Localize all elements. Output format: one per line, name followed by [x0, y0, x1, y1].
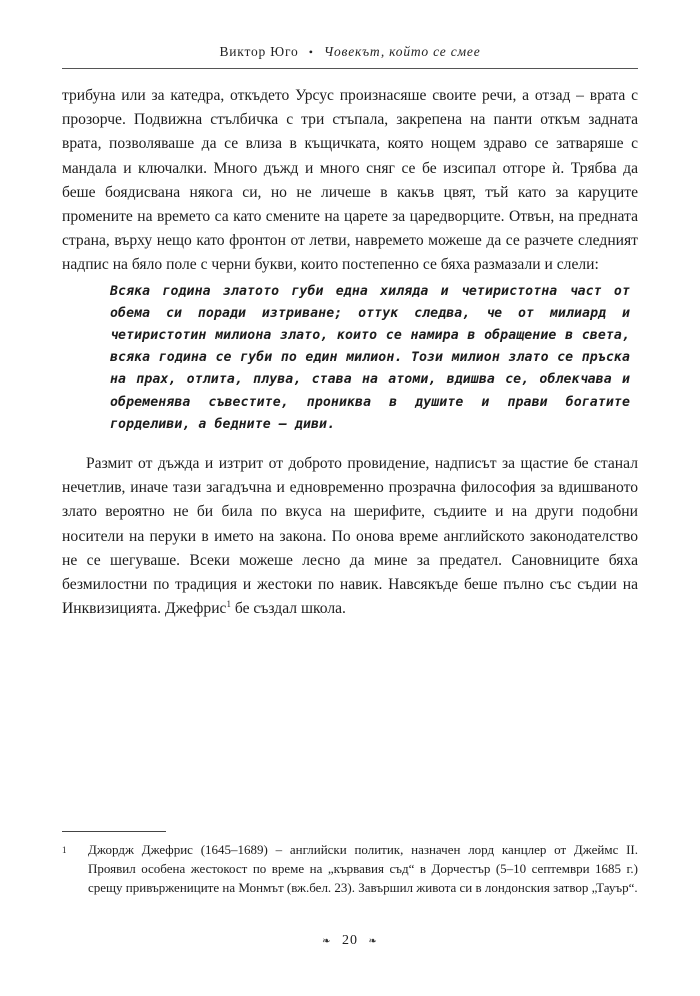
paragraph-2-text-b: бе създал школа.	[230, 600, 346, 618]
header-title: Човекът, който се смее	[323, 44, 481, 59]
paragraph-gap	[62, 436, 638, 452]
main-text	[62, 84, 638, 621]
ornament-right-icon: ❧	[368, 936, 378, 947]
paragraph-2-text-a: Размит от дъжда и изтрит от доброто провидение, надписът за щастие бе станал нечетлив, иначе тази загадъчна и едновременно прозрачна философия за вдишваното злато вероятно не би била по вкуса на шерифите, съдиите и на други подобни носители на перуки в името на закона. По онова време английското законодателство не се шегуваше. Всеки можеше лесно да мине за предател. Сановниците бяха безмилостни по традиция и жестоки по навик. Навсякъде беше пълно със съдии на Инквизицията. Джефрис	[62, 455, 638, 618]
running-header	[62, 44, 638, 66]
header-separator: •	[308, 45, 314, 59]
paragraph-2	[62, 452, 638, 621]
header-rule	[62, 68, 638, 69]
page-number: 20	[342, 933, 358, 948]
footnote-rule	[62, 831, 166, 832]
inscription-quote: Всяка година златото губи една хиляда и четиристотна част от обема си поради изтриване; оттук следва, че от милиард и четиристотин милиона злато, които се намира в обращение в света, всяка година се губи по един милион. Този милион злато се пръска на прах, отлита, плува, става на атоми, вдишва се, облекчава и обременява съвестите, прониква в душите и прави богатите горделиви, а бедните – диви.	[110, 283, 630, 432]
page-footer	[0, 933, 700, 949]
footnote-mark: 1	[62, 845, 67, 855]
footnote-text: Джордж Джефрис (1645–1689) – английски политик, назначен лорд канцлер от Джеймс II. Проявил особена жестокост по време на „кървавия съд“ в Дорчестър (5–10 септември 1685 г.) срещу привържениците на Монмът (вж.бел. 23). Завършил живота си в лондонския затвор „Тауър“.	[88, 842, 638, 895]
footnote-reference[interactable]: 1	[226, 599, 231, 610]
header-author: Виктор Юго	[219, 44, 299, 59]
ornament-left-icon: ❧	[322, 936, 332, 947]
paragraph-1: трибуна или за катедра, откъдето Урсус произнасяше своите речи, а отзад – врата с прозорче. Подвижна стълбичка с три стъпала, закрепена на панти откъм задната врата, позволяваше да се влиза в къщичката, която нощем здраво се затваряше с мандала и ключалки. Много дъжд и много сняг се бе изсипал отгоре ѝ. Трябва да беше боядисвана някога си, но не личеше в какъв цвят, тъй като за каруците промените на времето са като смените на царете за царедворците. Отвън, на предната страна, върху нещо като фронтон от летви, навремето можеше да се разчете следният надпис на бяло поле с черни букви, които постепенно се бяха размазали и слели:	[62, 87, 638, 274]
footnote	[62, 840, 638, 897]
